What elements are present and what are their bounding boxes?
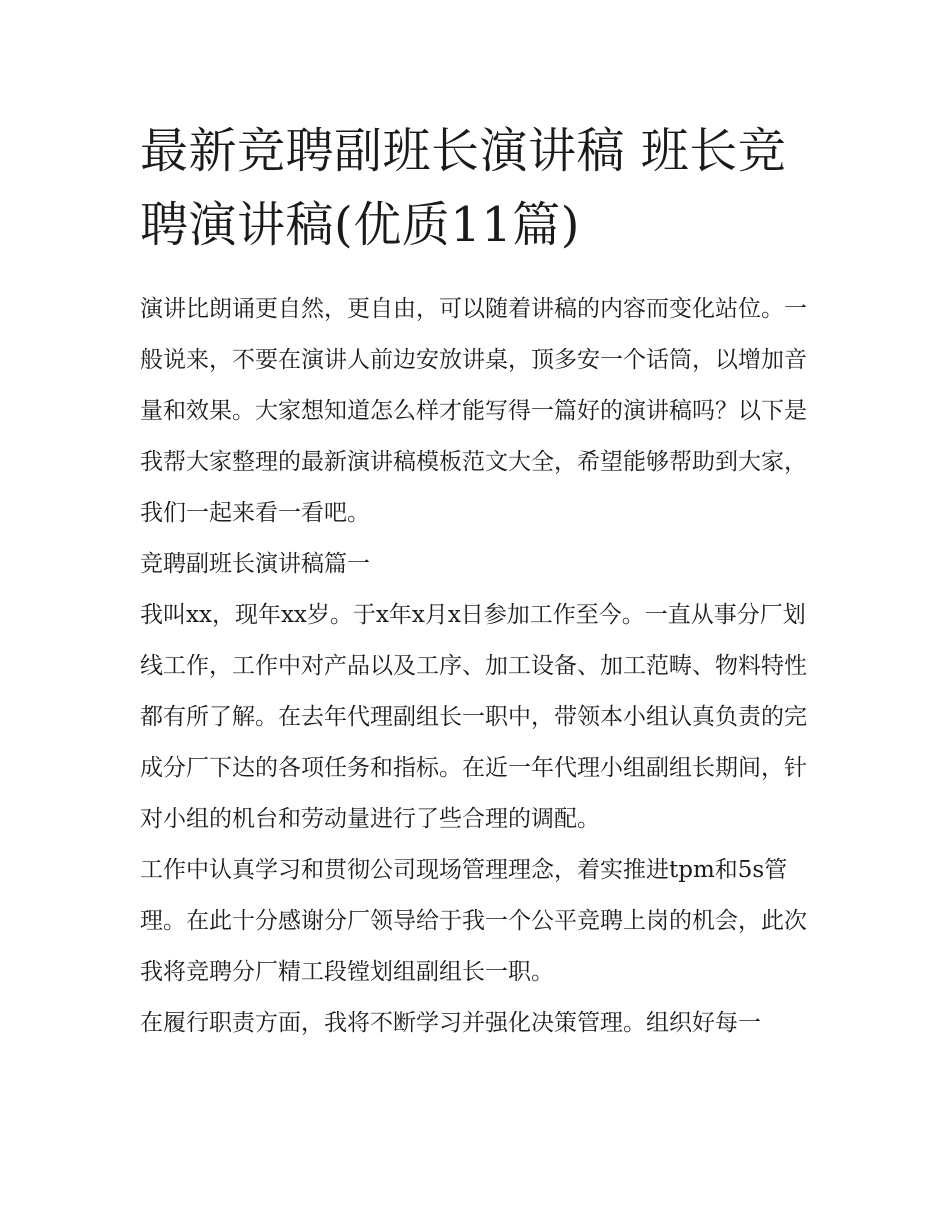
body-paragraph: 工作中认真学习和贯彻公司现场管理理念，着实推进tpm和5s管理。在此十分感谢分厂领导给于我一个公平竞聘上岗的机会，此次我将竞聘分厂精工段镗划组副组长一职。 [140,857,807,985]
document-title: 最新竞聘副班长演讲稿 班长竞聘演讲稿(优质11篇) [140,123,787,253]
intro-paragraph: 演讲比朗诵更自然，更自由，可以随着讲稿的内容而变化站位。一般说来，不要在演讲人前边安放讲桌，顶多安一个话筒，以增加音量和效果。大家想知道怎么样才能写得一篇好的演讲稿吗？以下是我帮大家整理的最新演讲稿模板范文大全，希望能够帮助到大家，我们一起来看一看吧。 [140,296,807,526]
section-heading: 竞聘副班长演讲稿篇一 [140,551,370,577]
body-paragraph: 在履行职责方面，我将不断学习并强化决策管理。组织好每一 [140,1010,761,1036]
body-paragraph: 我叫xx，现年xx岁。于x年x月x日参加工作至今。一直从事分厂划线工作，工作中对产品以及工序、加工设备、加工范畴、物料特性都有所了解。在去年代理副组长一职中，带领本小组认真负责的完成分厂下达的各项任务和指标。在近一年代理小组副组长期间，针对小组的机台和劳动量进行了些合理的调配。 [140,602,807,832]
document-page [140,114,812,1049]
